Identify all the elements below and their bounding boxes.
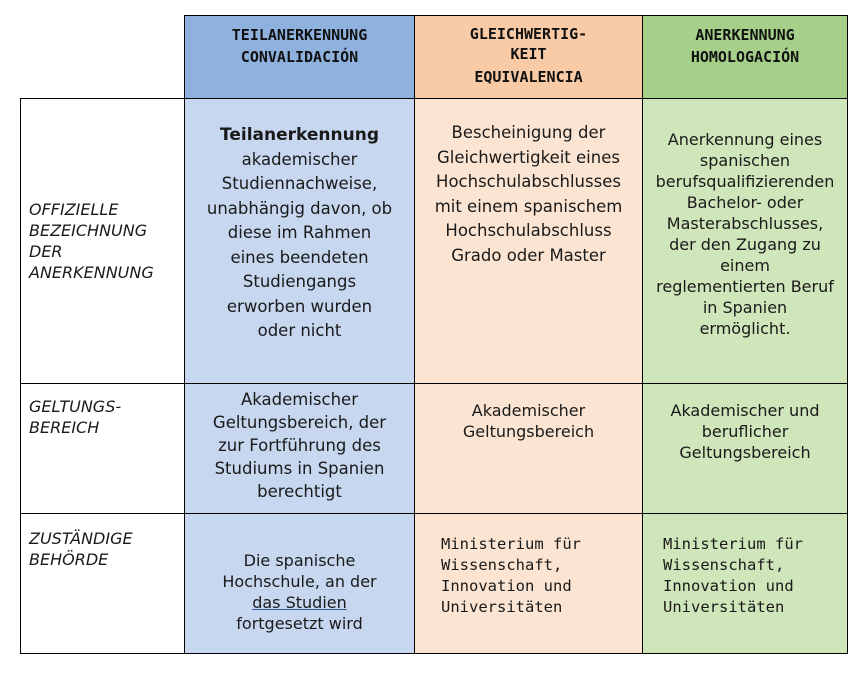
cell-line: erworben wurden bbox=[226, 296, 373, 316]
header-line: ANERKENNUNG bbox=[695, 26, 795, 44]
cell-line: Akademischer bbox=[240, 390, 358, 409]
cell-line: Akademischer und bbox=[670, 401, 820, 420]
cell-line: Geltungsbereich bbox=[679, 443, 811, 462]
header-convalidacion bbox=[185, 16, 415, 99]
recognition-comparison-table bbox=[20, 15, 848, 654]
cell-line: Bachelor- oder bbox=[686, 193, 804, 212]
header-line: HOMOLOGACIÓN bbox=[690, 48, 800, 66]
cell-line: eines beendeten bbox=[230, 247, 369, 267]
row-label-line: BEZEICHNUNG bbox=[29, 221, 148, 240]
cell-line: Ministerium für bbox=[441, 535, 581, 553]
cell-line: diese im Rahmen bbox=[227, 223, 372, 242]
cell-line: ermöglicht. bbox=[699, 319, 791, 338]
row-label-line: OFFIZIELLE bbox=[29, 200, 119, 219]
header-line: EQUIVALENCIA bbox=[474, 68, 583, 86]
cell-line: Innovation und bbox=[663, 577, 794, 595]
row-label-line: DER bbox=[29, 242, 63, 261]
cell-line: Innovation und bbox=[441, 577, 572, 595]
cell-line: Geltungsbereich, der bbox=[212, 413, 387, 432]
cell-line: einem bbox=[720, 256, 770, 275]
row-label-scope bbox=[21, 384, 185, 514]
cell-line: Die spanische bbox=[243, 551, 356, 570]
cell-line: Studiennachweise, bbox=[221, 174, 378, 193]
cell-designation-convalidacion bbox=[185, 99, 415, 384]
cell-line: der den Zugang zu bbox=[669, 235, 821, 254]
cell-line: berufsqualifizierenden bbox=[655, 172, 835, 191]
table-row bbox=[21, 514, 848, 654]
table-row bbox=[21, 99, 848, 384]
cell-line: Hochschulabschluss bbox=[445, 221, 612, 240]
row-label-line: GELTUNGS- bbox=[29, 397, 122, 416]
cell-authority-convalidacion bbox=[185, 514, 415, 654]
cell-line: fortgesetzt wird bbox=[236, 614, 363, 633]
cell-scope-homologacion bbox=[643, 384, 848, 514]
corner-cell bbox=[21, 16, 185, 99]
cell-scope-convalidacion bbox=[185, 384, 415, 514]
cell-line: Studiengangs bbox=[242, 272, 357, 291]
row-label-line: ANERKENNUNG bbox=[29, 263, 154, 282]
cell-line: Grado oder Master bbox=[451, 245, 606, 265]
row-label-line: BEREICH bbox=[29, 418, 100, 437]
cell-line: berechtigt bbox=[257, 482, 342, 501]
cell-line: Bescheinigung der bbox=[451, 123, 606, 142]
cell-scope-equivalencia bbox=[415, 384, 643, 514]
header-line: TEILANERKENNUNG bbox=[231, 26, 368, 44]
cell-line: Universitäten bbox=[663, 598, 785, 616]
cell-line: spanischen bbox=[699, 151, 791, 170]
cell-line: oder nicht bbox=[257, 321, 342, 340]
cell-line: Gleichwertigkeit eines bbox=[437, 147, 620, 167]
row-label-authority bbox=[21, 514, 185, 654]
header-line: CONVALIDACIÓN bbox=[240, 48, 359, 66]
underlined-text: das Studien bbox=[252, 593, 347, 612]
cell-designation-homologacion bbox=[643, 99, 848, 384]
cell-line: in Spanien bbox=[702, 298, 788, 317]
header-equivalencia bbox=[415, 16, 643, 99]
bold-term: Teilanerkennung bbox=[220, 125, 379, 145]
row-label-line: ZUSTÄNDIGE bbox=[29, 529, 133, 548]
cell-line: Geltungsbereich bbox=[462, 422, 595, 441]
cell-authority-equivalencia bbox=[415, 514, 643, 654]
cell-line: Masterabschlusses, bbox=[666, 214, 824, 233]
cell-line: Hochschulabschlusses bbox=[436, 172, 621, 191]
cell-authority-homologacion bbox=[643, 514, 848, 654]
cell-line: mit einem spanischem bbox=[434, 196, 623, 216]
cell-designation-equivalencia bbox=[415, 99, 643, 384]
cell-line: Ministerium für bbox=[663, 535, 803, 553]
cell-line: Akademischer bbox=[471, 401, 586, 420]
cell-line: Wissenschaft, bbox=[663, 556, 785, 574]
header-homologacion bbox=[643, 16, 848, 99]
cell-line: unabhängig davon, ob bbox=[206, 198, 393, 218]
header-row bbox=[21, 16, 848, 99]
cell-line: Hochschule, an der bbox=[222, 572, 377, 591]
header-line: KEIT bbox=[510, 45, 547, 63]
cell-line: beruflicher bbox=[701, 422, 789, 441]
table-row bbox=[21, 384, 848, 514]
cell-line: Wissenschaft, bbox=[441, 556, 563, 574]
header-line: GLEICHWERTIG- bbox=[469, 25, 588, 43]
cell-line: zur Fortführung des bbox=[218, 436, 381, 455]
row-label-designation bbox=[21, 99, 185, 384]
cell-line: Studiums in Spanien bbox=[214, 459, 385, 478]
row-label-line: BEHÖRDE bbox=[29, 550, 109, 569]
cell-line: Universitäten bbox=[441, 598, 563, 616]
cell-line: Anerkennung eines bbox=[667, 130, 823, 149]
cell-line: akademischer bbox=[241, 149, 358, 169]
cell-line: reglementierten Beruf bbox=[656, 277, 834, 296]
